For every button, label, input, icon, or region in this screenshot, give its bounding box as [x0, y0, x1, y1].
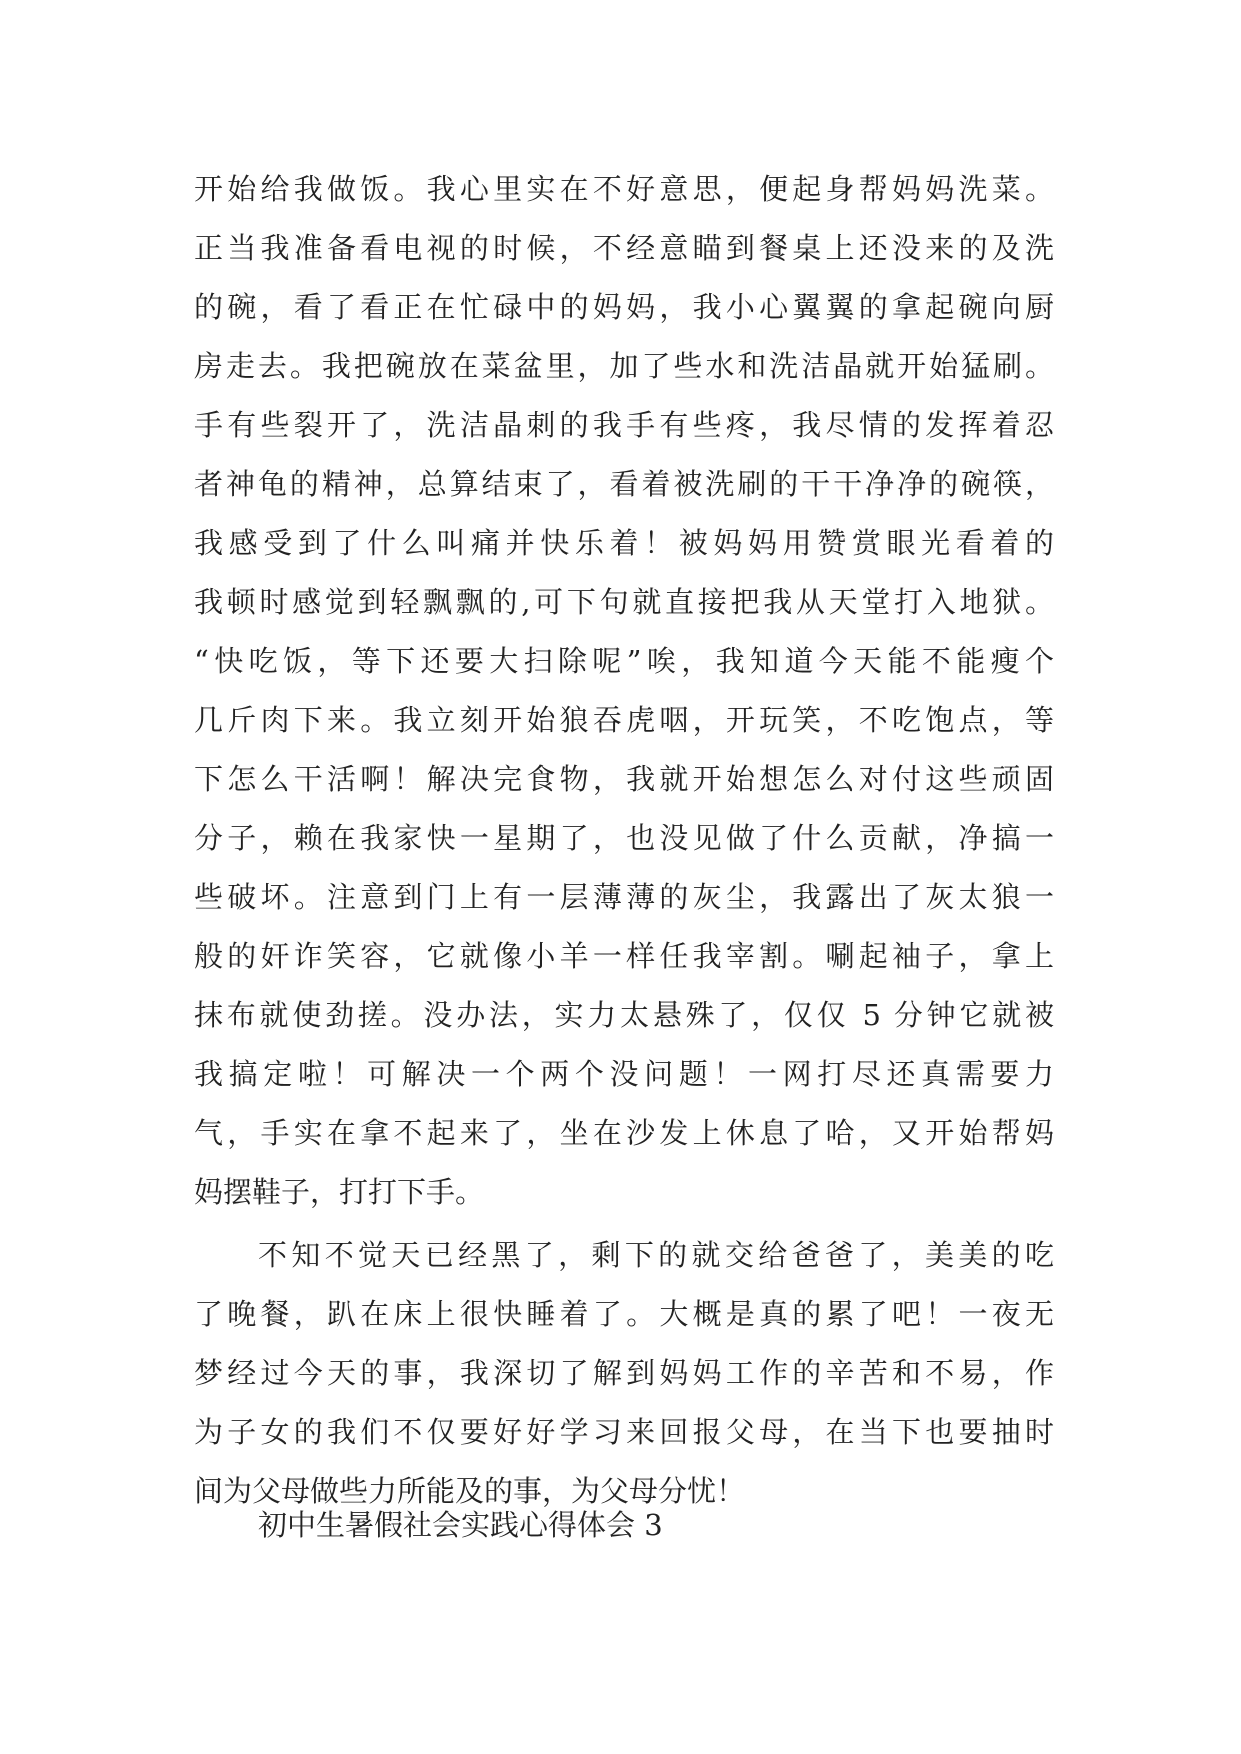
- paragraph-2: [194, 1226, 1054, 1521]
- paragraph-line: 者神龟的精神，总算结束了，看着被洗刷的干干净净的碗筷，: [194, 467, 1054, 501]
- paragraph-line: 间为父母做些力所能及的事，为父母分忧！: [194, 1474, 746, 1508]
- section-heading: 初中生暑假社会实践心得体会 3: [258, 1508, 663, 1542]
- paragraph-line: 了晚餐，趴在床上很快睡着了。大概是真的累了吧！一夜无: [194, 1297, 1054, 1331]
- paragraph-line: 下怎么干活啊！解决完食物，我就开始想怎么对付这些顽固: [194, 762, 1054, 796]
- paragraph-line: 我搞定啦！可解决一个两个没问题！一网打尽还真需要力: [194, 1057, 1054, 1091]
- paragraph-line: 梦经过今天的事，我深切了解到妈妈工作的辛苦和不易，作: [194, 1356, 1054, 1390]
- paragraph-1: [194, 160, 1054, 1222]
- paragraph-line: 我顿时感觉到轻飘飘的,可下句就直接把我从天堂打入地狱。: [194, 585, 1054, 619]
- paragraph-line: 妈摆鞋子，打打下手。: [194, 1175, 485, 1209]
- paragraph-line: 抹布就使劲搓。没办法，实力太悬殊了，仅仅 5 分钟它就被: [194, 998, 1054, 1032]
- paragraph-line: “快吃饭，等下还要大扫除呢”唉，我知道今天能不能瘦个: [194, 644, 1054, 678]
- paragraph-line: 开始给我做饭。我心里实在不好意思，便起身帮妈妈洗菜。: [194, 172, 1054, 206]
- paragraph-line: 气，手实在拿不起来了，坐在沙发上休息了哈，又开始帮妈: [194, 1116, 1054, 1150]
- paragraph-line: 般的奸诈笑容，它就像小羊一样任我宰割。唰起袖子，拿上: [194, 939, 1054, 973]
- body-text: [194, 160, 1054, 1521]
- paragraph-line: 正当我准备看电视的时候，不经意瞄到餐桌上还没来的及洗: [194, 231, 1054, 265]
- paragraph-line: 些破坏。注意到门上有一层薄薄的灰尘，我露出了灰太狼一: [194, 880, 1054, 914]
- paragraph-line: 不知不觉天已经黑了，剩下的就交给爸爸了，美美的吃: [258, 1238, 1054, 1272]
- paragraph-line: 我感受到了什么叫痛并快乐着！被妈妈用赞赏眼光看着的: [194, 526, 1054, 560]
- paragraph-line: 几斤肉下来。我立刻开始狼吞虎咽，开玩笑，不吃饱点，等: [194, 703, 1054, 737]
- paragraph-line: 的碗，看了看正在忙碌中的妈妈，我小心翼翼的拿起碗向厨: [194, 290, 1054, 324]
- paragraph-line: 为子女的我们不仅要好好学习来回报父母，在当下也要抽时: [194, 1415, 1054, 1449]
- paragraph-line: 房走去。我把碗放在菜盆里，加了些水和洗洁晶就开始猛刷。: [194, 349, 1054, 383]
- paragraph-line: 分子，赖在我家快一星期了，也没见做了什么贡献，净搞一: [194, 821, 1054, 855]
- paragraph-line: 手有些裂开了，洗洁晶刺的我手有些疼，我尽情的发挥着忍: [194, 408, 1054, 442]
